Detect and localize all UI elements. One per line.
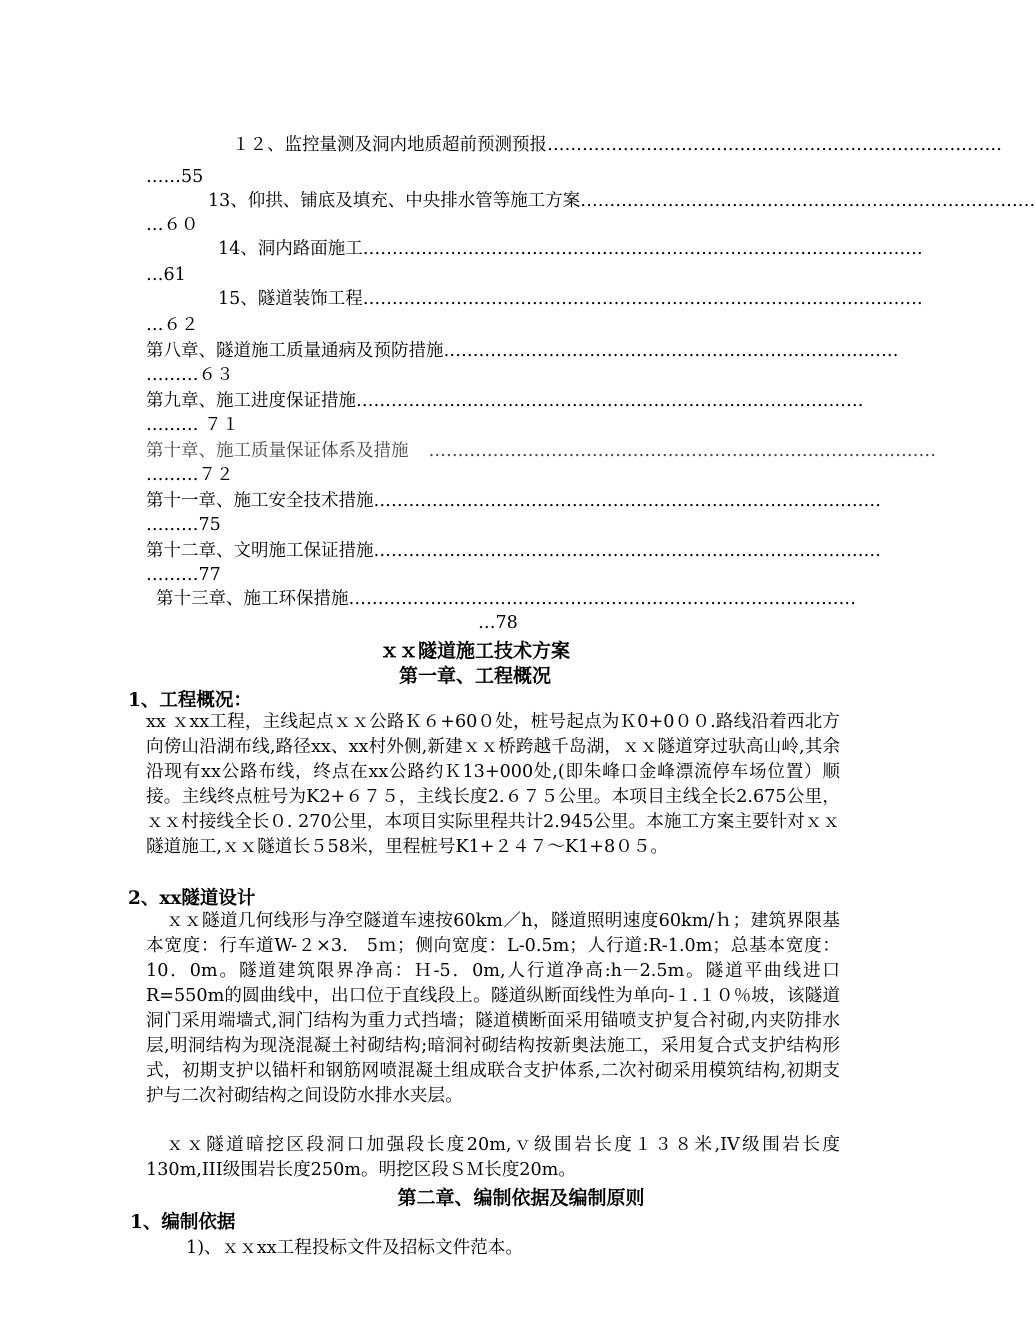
- toc-entry-text: 第八章、隧道施工质量通病及预防措施: [146, 341, 444, 361]
- toc-entry-text: 第十一章、施工安全技术措施: [146, 491, 374, 511]
- toc-entry-text: 第九章、施工进度保证措施: [146, 391, 356, 411]
- toc-page: …６０: [146, 215, 199, 235]
- toc-entry: [146, 540, 886, 562]
- toc-entry: [156, 588, 900, 610]
- chapter-2-section-1-title: 1、编制依据: [130, 1212, 236, 1233]
- section-1-title: 1、工程概况：: [128, 690, 252, 711]
- toc-entry: [146, 340, 899, 362]
- toc-entry: [146, 390, 886, 412]
- toc-leader: ……………………………………………………………………………: [428, 441, 936, 461]
- toc-entry: [146, 490, 886, 512]
- toc-page: ………77: [146, 565, 221, 585]
- chapter-2-item-1: 1)、ｘｘxx工程投标文件及招标文件范本。: [186, 1238, 523, 1258]
- toc-leader: ……………………………………………………………………………………: [362, 239, 923, 259]
- chapter-1-title: 第一章、工程概况: [398, 665, 551, 687]
- toc-page: ……… ７１: [146, 415, 240, 435]
- section-2-paragraph-2: ｘｘ隧道暗挖区段洞口加强段长度20m,ｖ级围岩长度１３８米,IV级围岩长度130m,III级围岩长度250m。明挖区段ＳＭ长度20m。: [146, 1135, 840, 1180]
- toc-leader: ……………………………………………………………………………: [373, 541, 881, 561]
- section-2-paragraph-1: ｘｘ隧道几何线形与净空隧道车速按60km／h，隧道照明速度60km/ｈ；建筑界限基本宽度：行车道W-２×3. 5ｍ；侧向宽度：L-0.5m；人行道:R-1.0m；总基本宽度：10．0m。隧道建筑限界净高：Ｈ-5．0m,人行道净高:h－2.5m。隧道平曲线进口R=550m的圆曲线中，出口位于直线段上。隧道纵断面线性为单向-１.１０％坡，该隧道洞门采用端墙式,洞门结构为重力式挡墙；隧道横断面采用锚喷支护复合衬砌,内夹防排水层,明洞结构为现浇混凝土衬砌结构;暗洞衬砌结构按新奥法施工，采用复合式支护结构形式，初期支护以锚杆和钢筋网喷混凝土组成联合支护体系,二次衬砌采用模筑结构,初期支护与二次衬砌结构之间设防水排水夹层。: [146, 911, 840, 1106]
- toc-entry: [146, 440, 936, 462]
- toc-page: ………75: [146, 515, 221, 535]
- toc-page: ……55: [146, 167, 204, 187]
- toc-entry-text: 14、洞内路面施工: [218, 239, 363, 259]
- toc-page: ………６３: [146, 365, 234, 385]
- toc-leader: ……………………………………………………………………………: [356, 391, 864, 411]
- toc-entry-text: １２、监控量测及洞内地质超前预测预报: [232, 135, 547, 155]
- toc-entry: [232, 134, 1002, 156]
- toc-leader: ……………………………………………………………………………………: [362, 289, 923, 309]
- toc-leader: ……………………………………………………………………………: [348, 589, 856, 609]
- toc-entry-text: 第十二章、文明施工保证措施: [146, 541, 374, 561]
- toc-entry-text: 第十章、施工质量保证体系及措施: [146, 441, 409, 461]
- toc-page: …78: [478, 613, 518, 633]
- document-title: ｘｘ隧道施工技术方案: [379, 640, 570, 662]
- toc-entry: [218, 238, 923, 260]
- toc-entry: [218, 288, 923, 310]
- toc-entry-text: 13、仰拱、铺底及填充、中央排水管等施工方案: [208, 191, 581, 211]
- toc-leader: ……………………………………………………………………: [443, 341, 899, 361]
- toc-leader: ……………………………………………………………………………: [373, 491, 881, 511]
- toc-entry-text: 第十三章、施工环保措施: [156, 589, 349, 609]
- toc-page: …６２: [146, 315, 199, 335]
- toc-page: …61: [146, 265, 186, 285]
- toc-entry-text: 15、隧道装饰工程: [218, 289, 363, 309]
- toc-leader: ……………………………………………………………………: [547, 135, 1002, 155]
- chapter-2-title: 第二章、编制依据及编制原则: [397, 1187, 645, 1209]
- toc-leader: ……………………………………………………………………: [580, 191, 1035, 211]
- toc-page: ………７２: [146, 465, 234, 485]
- section-1-paragraph: xx ｘxx工程，主线起点ｘｘ公路Ｋ６+60０处，桩号起点为Ｋ0+0００.路线沿着西北方向傍山沿湖布线,路径xx、xx村外侧,新建ｘｘ桥跨越千岛湖，ｘｘ隧道穿过驮高山岭,其余沿现有xx公路布线，终点在xx公路约Ｋ13+000处,(即朱峰口金峰漂流停车场位置）顺接。主线终点桩号为K2+６７５，主线长度2.６７５公里。本项目主线全长2.675公里，ｘｘ村接线全长０. 270公里，本项目实际里程共计2.945公里。本施工方案主要针对ｘｘ隧道施工,ｘｘ隧道长５58米，里程桩号K1+２４７～K1+8０５。: [146, 712, 840, 857]
- toc-entry: [208, 190, 1035, 212]
- section-2-title: 2、xx隧道设计: [128, 888, 256, 909]
